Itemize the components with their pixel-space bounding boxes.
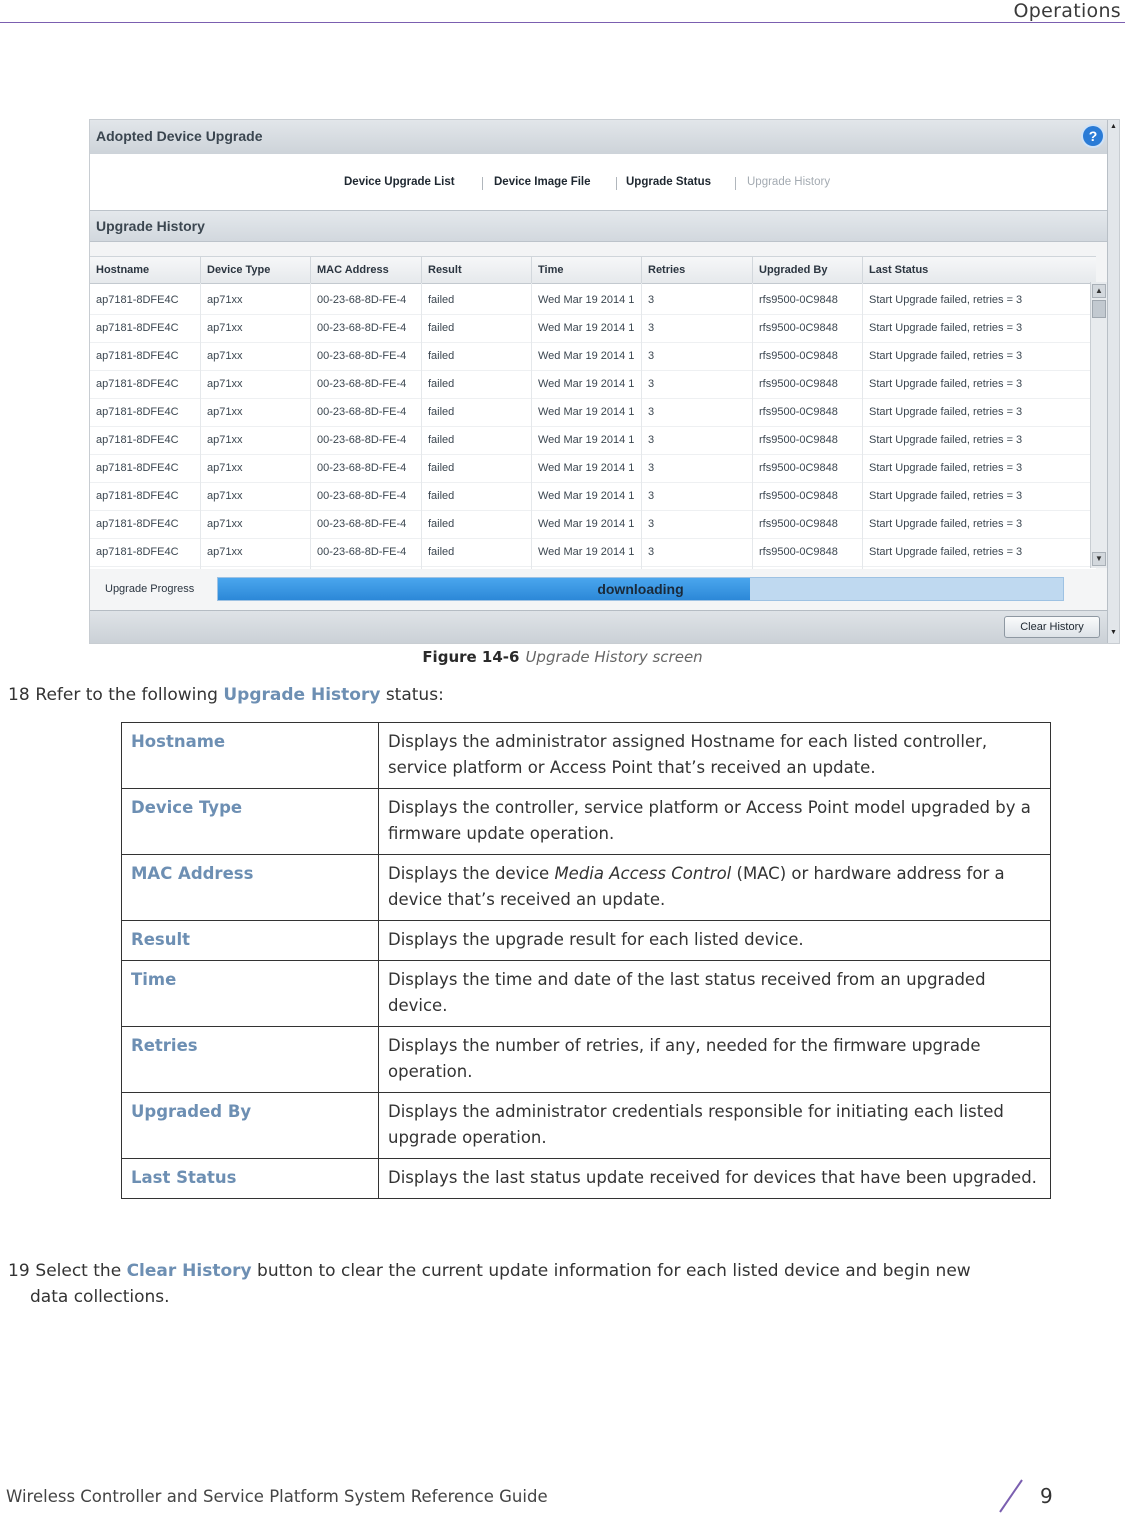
step-19 [8,1258,1108,1310]
table-row [122,855,1051,921]
cell-upgraded-by: rfs9500-0C9848 [759,434,838,446]
cell-device-type: ap71xx [207,406,243,418]
cell-time: Wed Mar 19 2014 1 [538,462,635,474]
window-titlebar [90,120,1119,155]
window-footer [90,610,1108,644]
field-description: Displays the upgrade result for each listed device. [379,921,1051,961]
cell-upgraded-by: rfs9500-0C9848 [759,406,838,418]
cell-mac-address: 00-23-68-8D-FE-4 [317,546,407,558]
cell-upgraded-by: rfs9500-0C9848 [759,546,838,558]
step-keyword: Upgrade History [223,685,381,705]
upgrade-progress-area [90,570,1108,610]
step-text: Refer to the following [35,685,224,705]
tab-separator [735,177,736,190]
cell-device-type: ap71xx [207,322,243,334]
field-description: Displays the number of retries, if any, needed for the firmware upgrade operation. [379,1027,1051,1093]
table-row [122,921,1051,961]
row-divider [90,566,1096,567]
scroll-down-icon[interactable]: ▼ [1092,552,1106,566]
cell-retries: 3 [648,546,655,558]
column-header-device-type[interactable]: Device Type [207,264,271,276]
cell-result: failed [428,322,455,334]
footer-title: Wireless Controller and Service Platform System Reference Guide [6,1487,548,1506]
column-divider [310,257,311,283]
column-divider [641,257,642,283]
tab-upgrade-history[interactable]: Upgrade History [747,176,831,188]
field-description-table [121,722,1051,1199]
column-divider [752,283,753,569]
page-scroll-up-icon[interactable]: ▲ [1110,123,1117,130]
page-number: 9 [1040,1484,1053,1508]
cell-mac-address: 00-23-68-8D-FE-4 [317,350,407,362]
tab-bar [90,154,1119,210]
upgrade-progress-bar [217,577,1064,601]
cell-mac-address: 00-23-68-8D-FE-4 [317,322,407,334]
field-description-text: Displays the device [388,864,555,883]
cell-last-status: Start Upgrade failed, retries = 3 [869,434,1023,446]
cell-result: failed [428,294,455,306]
table-row [122,1027,1051,1093]
cell-hostname: ap7181-8DFE4C [96,434,179,446]
column-divider [200,283,201,569]
cell-hostname: ap7181-8DFE4C [96,518,179,530]
cell-retries: 3 [648,518,655,530]
cell-upgraded-by: rfs9500-0C9848 [759,518,838,530]
cell-time: Wed Mar 19 2014 1 [538,406,635,418]
cell-upgraded-by: rfs9500-0C9848 [759,294,838,306]
table-row[interactable] [90,455,1096,483]
cell-result: failed [428,490,455,502]
cell-result: failed [428,546,455,558]
window-title: Adopted Device Upgrade [96,128,263,144]
tab-device-image-file[interactable]: Device Image File [494,176,591,188]
cell-last-status: Start Upgrade failed, retries = 3 [869,294,1023,306]
cell-time: Wed Mar 19 2014 1 [538,294,635,306]
field-description [379,855,1051,921]
figure-caption [0,648,1125,666]
table-row [122,789,1051,855]
cell-mac-address: 00-23-68-8D-FE-4 [317,434,407,446]
cell-time: Wed Mar 19 2014 1 [538,378,635,390]
tab-separator [616,177,617,190]
field-term: Retries [122,1027,379,1093]
cell-hostname: ap7181-8DFE4C [96,546,179,558]
field-term: MAC Address [122,855,379,921]
step-number: 18 [8,685,30,705]
field-description-text: (MAC) or hardware address for a device that’s received an update. [388,864,1005,909]
column-divider [862,257,863,283]
table-row[interactable] [90,371,1096,399]
cell-upgraded-by: rfs9500-0C9848 [759,350,838,362]
cell-last-status: Start Upgrade failed, retries = 3 [869,490,1023,502]
cell-result: failed [428,462,455,474]
cell-retries: 3 [648,350,655,362]
table-row[interactable] [90,511,1096,539]
table-row[interactable] [90,399,1096,427]
table-row [122,961,1051,1027]
column-divider [862,283,863,569]
column-divider [752,257,753,283]
column-divider [310,283,311,569]
history-table [90,256,1096,569]
page-scrollbar[interactable] [1107,120,1119,644]
step-text: Select the [35,1261,127,1281]
cell-retries: 3 [648,490,655,502]
page-scroll-down-icon[interactable]: ▼ [1110,629,1117,636]
cell-last-status: Start Upgrade failed, retries = 3 [869,322,1023,334]
cell-device-type: ap71xx [207,378,243,390]
column-header-retries[interactable]: Retries [648,264,686,276]
cell-result: failed [428,378,455,390]
cell-time: Wed Mar 19 2014 1 [538,350,635,362]
cell-mac-address: 00-23-68-8D-FE-4 [317,462,407,474]
field-term: Device Type [122,789,379,855]
field-term: Last Status [122,1159,379,1199]
upgrade-progress-label: Upgrade Progress [105,583,195,595]
tab-device-upgrade-list[interactable]: Device Upgrade List [344,176,455,188]
table-row[interactable] [90,287,1096,315]
running-header: Operations [1013,0,1121,22]
field-description: Displays the administrator credentials responsible for initiating each listed upgrade operation. [379,1093,1051,1159]
field-term: Time [122,961,379,1027]
cell-last-status: Start Upgrade failed, retries = 3 [869,518,1023,530]
field-description: Displays the administrator assigned Hostname for each listed controller, service platform or Access Point that’s received an update. [379,723,1051,789]
cell-mac-address: 00-23-68-8D-FE-4 [317,378,407,390]
cell-last-status: Start Upgrade failed, retries = 3 [869,378,1023,390]
cell-hostname: ap7181-8DFE4C [96,406,179,418]
cell-mac-address: 00-23-68-8D-FE-4 [317,518,407,530]
cell-upgraded-by: rfs9500-0C9848 [759,322,838,334]
column-header-mac-address[interactable]: MAC Address [317,264,389,276]
footer-slash-decoration [996,1476,1036,1516]
table-scrollbar[interactable] [1090,282,1107,568]
cell-device-type: ap71xx [207,294,243,306]
cell-device-type: ap71xx [207,434,243,446]
table-row[interactable] [90,539,1096,567]
clear-history-button[interactable]: Clear History [1004,616,1100,638]
cell-mac-address: 00-23-68-8D-FE-4 [317,490,407,502]
column-header-result[interactable]: Result [428,264,462,276]
field-term: Hostname [122,723,379,789]
cell-hostname: ap7181-8DFE4C [96,350,179,362]
field-term: Upgraded By [122,1093,379,1159]
cell-result: failed [428,518,455,530]
cell-last-status: Start Upgrade failed, retries = 3 [869,406,1023,418]
step-18 [8,682,1108,708]
column-divider [641,283,642,569]
cell-upgraded-by: rfs9500-0C9848 [759,378,838,390]
step-keyword: Clear History [126,1261,252,1281]
table-row[interactable] [90,343,1096,371]
table-row [122,1093,1051,1159]
cell-last-status: Start Upgrade failed, retries = 3 [869,350,1023,362]
table-row [122,723,1051,789]
cell-result: failed [428,350,455,362]
cell-retries: 3 [648,378,655,390]
column-divider [531,283,532,569]
column-divider [421,257,422,283]
cell-last-status: Start Upgrade failed, retries = 3 [869,546,1023,558]
cell-last-status: Start Upgrade failed, retries = 3 [869,462,1023,474]
cell-retries: 3 [648,406,655,418]
cell-hostname: ap7181-8DFE4C [96,378,179,390]
column-header-upgraded-by[interactable]: Upgraded By [759,264,828,276]
cell-time: Wed Mar 19 2014 1 [538,434,635,446]
cell-device-type: ap71xx [207,350,243,362]
step-text: button to clear the current update information for each listed device and begin new [251,1261,971,1281]
figure-number: Figure 14-6 [422,648,520,666]
table-row [122,1159,1051,1199]
cell-device-type: ap71xx [207,462,243,474]
section-title: Upgrade History [96,218,205,234]
cell-upgraded-by: rfs9500-0C9848 [759,490,838,502]
upgrade-history-screenshot [89,119,1120,644]
cell-retries: 3 [648,462,655,474]
column-divider [200,257,201,283]
cell-hostname: ap7181-8DFE4C [96,294,179,306]
table-row[interactable] [90,483,1096,511]
tab-upgrade-status[interactable]: Upgrade Status [626,176,711,188]
upgrade-progress-status: downloading [597,581,684,597]
scroll-thumb[interactable] [1092,300,1106,318]
step-text: status: [380,685,444,705]
table-row[interactable] [90,315,1096,343]
cell-mac-address: 00-23-68-8D-FE-4 [317,294,407,306]
step-number: 19 [8,1261,30,1281]
table-row[interactable] [90,427,1096,455]
column-divider [421,283,422,569]
cell-time: Wed Mar 19 2014 1 [538,518,635,530]
cell-device-type: ap71xx [207,490,243,502]
header-rule [0,22,1125,23]
field-description: Displays the controller, service platform or Access Point model upgraded by a firmware update operation. [379,789,1051,855]
cell-time: Wed Mar 19 2014 1 [538,546,635,558]
section-header [90,210,1108,242]
scroll-up-icon[interactable]: ▲ [1092,284,1106,298]
field-term: Result [122,921,379,961]
table-header [90,257,1096,284]
figure-title: Upgrade History screen [525,648,703,666]
help-icon[interactable]: ? [1083,126,1103,146]
step-text: data collections. [30,1287,170,1307]
tab-separator [482,177,483,190]
cell-retries: 3 [648,322,655,334]
column-divider [531,257,532,283]
cell-retries: 3 [648,434,655,446]
cell-retries: 3 [648,294,655,306]
field-description: Displays the time and date of the last status received from an upgraded device. [379,961,1051,1027]
cell-result: failed [428,406,455,418]
column-header-time[interactable]: Time [538,264,564,276]
cell-hostname: ap7181-8DFE4C [96,322,179,334]
cell-result: failed [428,434,455,446]
column-header-last-status[interactable]: Last Status [869,264,929,276]
cell-time: Wed Mar 19 2014 1 [538,490,635,502]
cell-mac-address: 00-23-68-8D-FE-4 [317,406,407,418]
cell-hostname: ap7181-8DFE4C [96,490,179,502]
cell-upgraded-by: rfs9500-0C9848 [759,462,838,474]
cell-device-type: ap71xx [207,546,243,558]
cell-device-type: ap71xx [207,518,243,530]
cell-hostname: ap7181-8DFE4C [96,462,179,474]
column-header-hostname[interactable]: Hostname [96,264,150,276]
field-description: Displays the last status update received for devices that have been upgraded. [379,1159,1051,1199]
cell-time: Wed Mar 19 2014 1 [538,322,635,334]
field-description-emphasis: Media Access Control [554,864,732,883]
